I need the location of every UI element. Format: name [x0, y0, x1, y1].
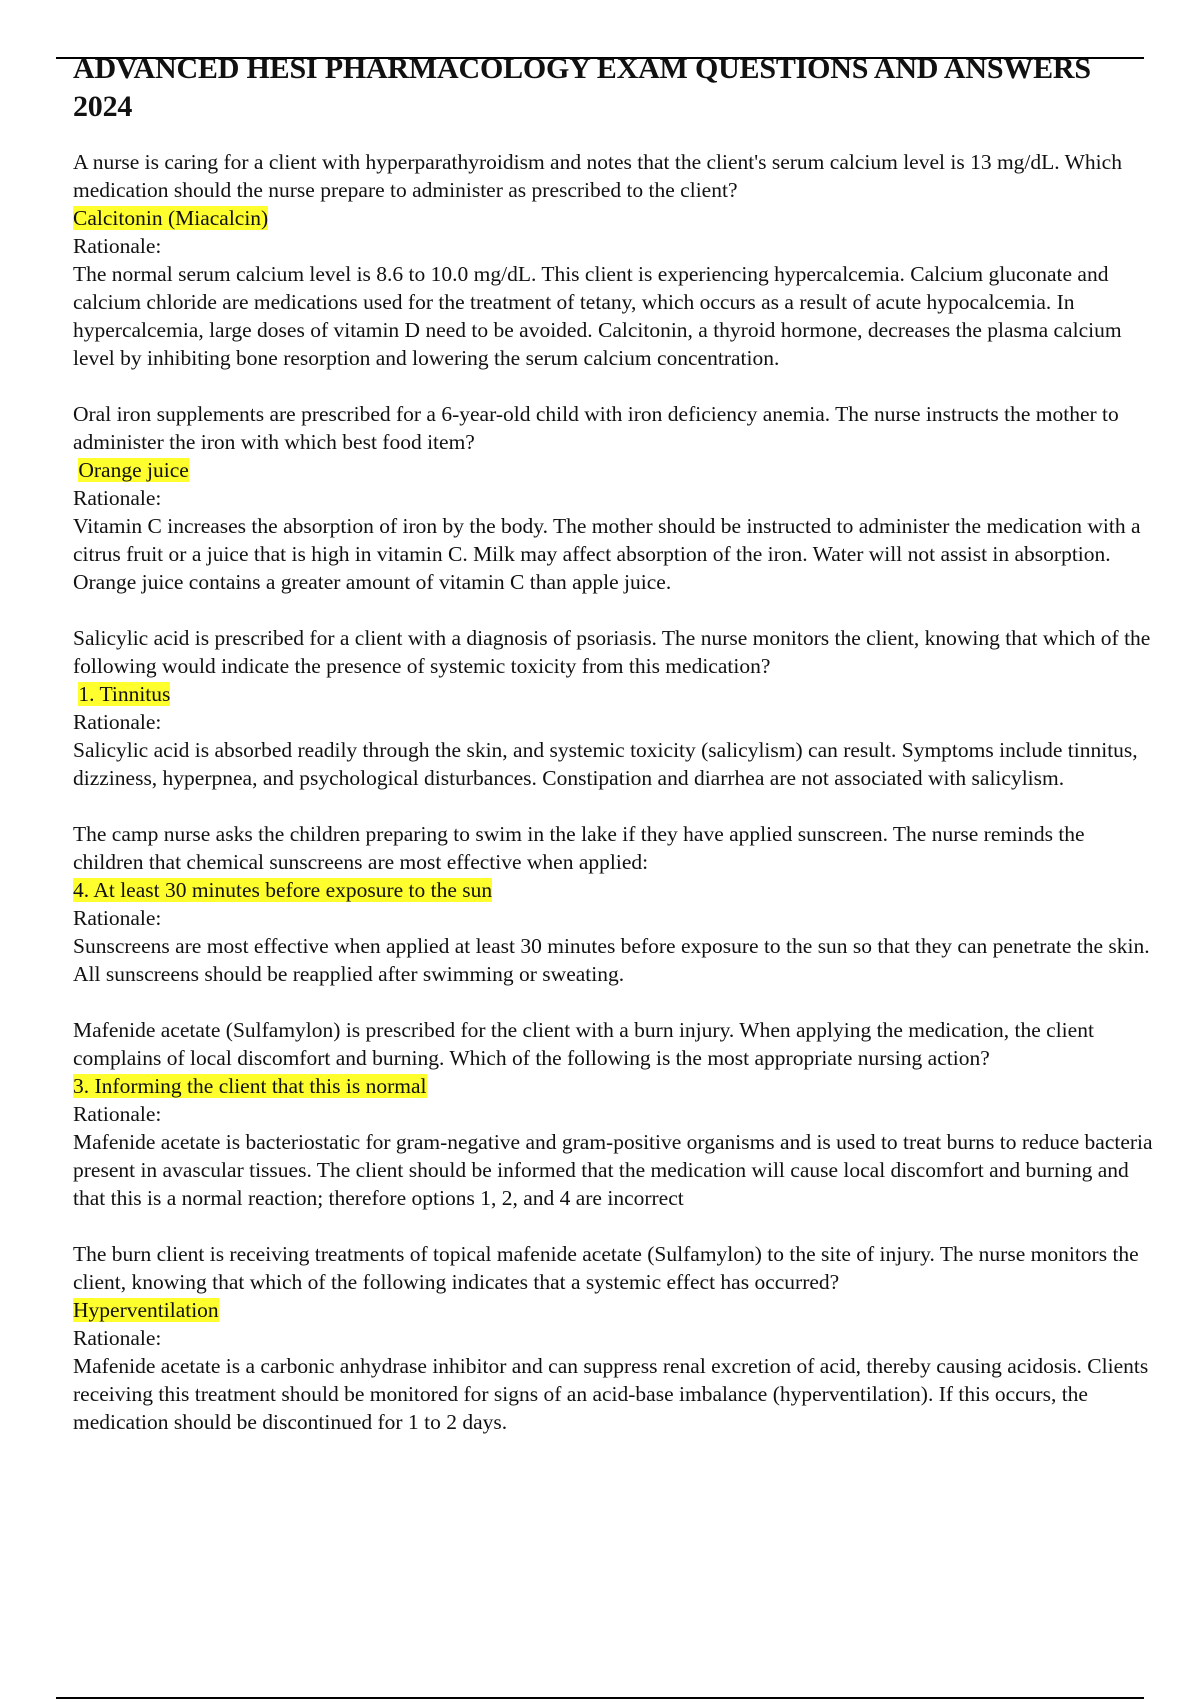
rationale-label: Rationale:	[73, 1102, 162, 1126]
question-text: The camp nurse asks the children preparing to swim in the lake if they have applied sunscreen. The nurse reminds the children that chemical sunscreens are most effective when applied:	[73, 822, 1085, 874]
rationale-text: Salicylic acid is absorbed readily through the skin, and systemic toxicity (salicylism) can result. Symptoms include tinnitus, dizziness, hyperpnea, and psychological disturbances. Constipation and diarrhea are not associated with salicylism.	[73, 738, 1138, 790]
qa-item	[73, 820, 1153, 988]
question-text: Salicylic acid is prescribed for a client with a diagnosis of psoriasis. The nurse monitors the client, knowing that which of the following would indicate the presence of systemic toxicity from this medication?	[73, 626, 1151, 678]
document-title: ADVANCED HESI PHARMACOLOGY EXAM QUESTIONS AND ANSWERS 2024	[73, 52, 1091, 123]
answer-line	[73, 456, 1153, 484]
highlighted-answer: Hyperventilation	[73, 1298, 219, 1322]
highlighted-answer: 1. Tinnitus	[78, 682, 171, 706]
rationale-label: Rationale:	[73, 710, 162, 734]
answer-line	[73, 680, 1153, 708]
qa-item	[73, 1240, 1153, 1436]
answer-line	[73, 1072, 1153, 1100]
rationale-text: Sunscreens are most effective when applied at least 30 minutes before exposure to the sun so that they can penetrate the skin. All sunscreens should be reapplied after swimming or sweating.	[73, 934, 1150, 986]
answer-line	[73, 876, 1153, 904]
rationale-label: Rationale:	[73, 906, 162, 930]
rationale-label: Rationale:	[73, 1326, 162, 1350]
rationale-label: Rationale:	[73, 234, 162, 258]
question-text: Mafenide acetate (Sulfamylon) is prescribed for the client with a burn injury. When applying the medication, the client complains of local discomfort and burning. Which of the following is the most appropriate nursing action?	[73, 1018, 1094, 1070]
answer-line	[73, 204, 1153, 232]
highlighted-answer: Calcitonin (Miacalcin)	[73, 206, 269, 230]
highlighted-answer: 4. At least 30 minutes before exposure to the sun	[73, 878, 493, 902]
question-text: A nurse is caring for a client with hyperparathyroidism and notes that the client's serum calcium level is 13 mg/dL. Which medication should the nurse prepare to administer as prescribed to the client?	[73, 150, 1122, 202]
rationale-label: Rationale:	[73, 486, 162, 510]
highlighted-answer: Orange juice	[78, 458, 189, 482]
qa-item	[73, 148, 1153, 372]
bottom-divider	[56, 1697, 1144, 1699]
rationale-text: The normal serum calcium level is 8.6 to 10.0 mg/dL. This client is experiencing hypercalcemia. Calcium gluconate and calcium chloride are medications used for the treatment of tetany, which occurs as a result of acute hypocalcemia. In hypercalcemia, large doses of vitamin D need to be avoided. Calcitonin, a thyroid hormone, decreases the plasma calcium level by inhibiting bone resorption and lowering the serum calcium concentration.	[73, 262, 1122, 370]
document-body	[73, 148, 1153, 1464]
rationale-text: Vitamin C increases the absorption of iron by the body. The mother should be instructed to administer the medication with a citrus fruit or a juice that is high in vitamin C. Milk may affect absorption of the iron. Water will not assist in absorption. Orange juice contains a greater amount of vitamin C than apple juice.	[73, 514, 1141, 594]
question-text: Oral iron supplements are prescribed for a 6-year-old child with iron deficiency anemia. The nurse instructs the mother to administer the iron with which best food item?	[73, 402, 1119, 454]
rationale-text: Mafenide acetate is bacteriostatic for gram-negative and gram-positive organisms and is used to treat burns to reduce bacteria present in avascular tissues. The client should be informed that the medication will cause local discomfort and burning and that this is a normal reaction; therefore options 1, 2, and 4 are incorrect	[73, 1130, 1153, 1210]
question-text: The burn client is receiving treatments of topical mafenide acetate (Sulfamylon) to the site of injury. The nurse monitors the client, knowing that which of the following indicates that a systemic effect has occurred?	[73, 1242, 1139, 1294]
answer-line	[73, 1296, 1153, 1324]
highlighted-answer: 3. Informing the client that this is normal	[73, 1074, 427, 1098]
rationale-text: Mafenide acetate is a carbonic anhydrase inhibitor and can suppress renal excretion of acid, thereby causing acidosis. Clients receiving this treatment should be monitored for signs of an acid-base imbalance (hyperventilation). If this occurs, the medication should be discontinued for 1 to 2 days.	[73, 1354, 1149, 1434]
qa-item	[73, 400, 1153, 596]
qa-item	[73, 624, 1153, 792]
qa-item	[73, 1016, 1153, 1212]
